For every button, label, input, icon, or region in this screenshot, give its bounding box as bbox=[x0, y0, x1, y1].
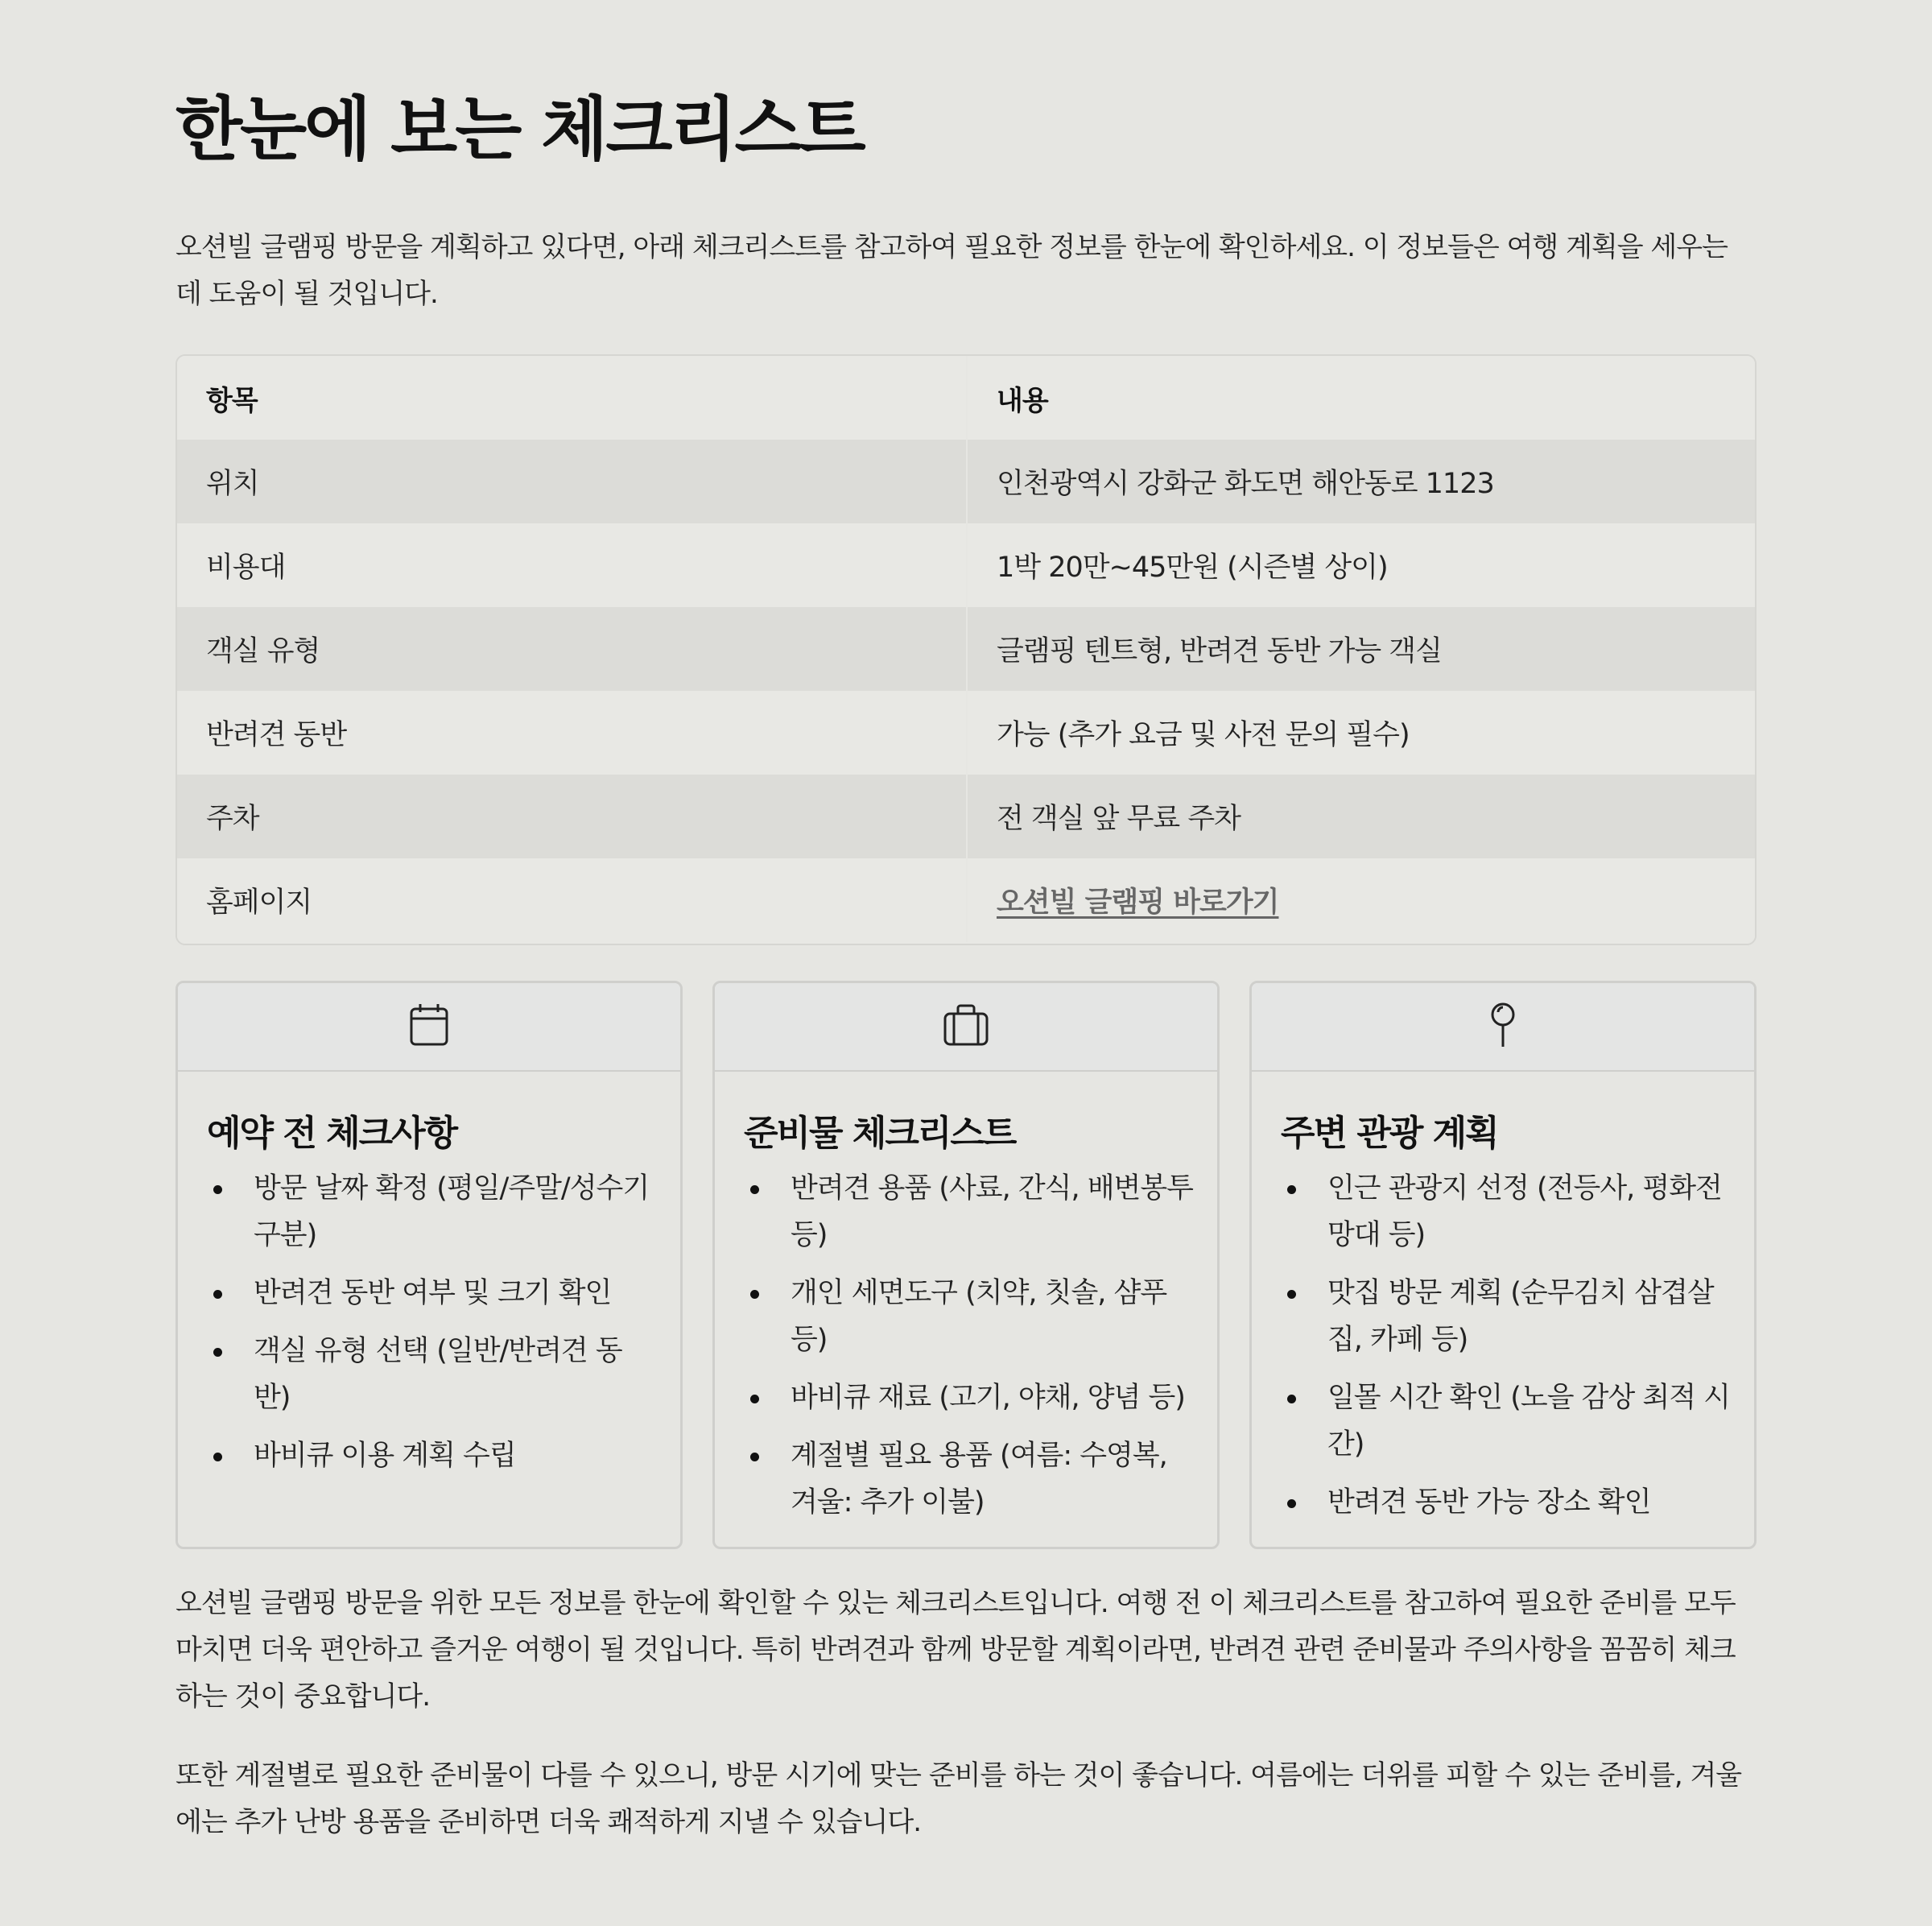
bullet bbox=[750, 1453, 759, 1461]
list-item-text: 계절별 필요 용품 (여름: 수영복, 겨울: 추가 이불) bbox=[791, 1440, 1167, 1519]
table-row bbox=[177, 858, 1755, 942]
row-value: 글램핑 텐트형, 반려견 동반 가능 객실 bbox=[966, 607, 1755, 691]
list-item bbox=[744, 1165, 1195, 1259]
card-list bbox=[1281, 1165, 1732, 1537]
row-value: 전 객실 앞 무료 주차 bbox=[966, 775, 1755, 858]
list-item bbox=[207, 1270, 658, 1316]
table-row bbox=[177, 775, 1755, 858]
card-sightseeing bbox=[1249, 981, 1757, 1549]
card-title: 준비물 체크리스트 bbox=[744, 1113, 1016, 1154]
list-item-text: 반려견 동반 여부 및 크기 확인 bbox=[254, 1277, 612, 1309]
table-row bbox=[177, 523, 1755, 607]
row-value: 1박 20만~45만원 (시즌별 상이) bbox=[966, 523, 1755, 607]
row-label: 주차 bbox=[206, 803, 259, 835]
bullet bbox=[1287, 1185, 1296, 1194]
list-item bbox=[1281, 1479, 1732, 1526]
list-item-text: 반려견 동반 가능 장소 확인 bbox=[1327, 1486, 1651, 1519]
card-list bbox=[207, 1165, 658, 1490]
summary-paragraph: 오션빌 글램핑 방문을 위한 모든 정보를 한눈에 확인할 수 있는 체크리스트입니다. 여행 전 이 체크리스트를 참고하여 필요한 준비를 모두 마치면 더욱 편안하고 즐거운 여행이 될 것입니다. 특히 반려견과 함께 방문할 계획이라면, 반려견 관련 준비물과 주의사항을 꼼꼼히 체크하는 것이 중요합니다. bbox=[175, 1587, 1736, 1713]
homepage-link[interactable]: 오션빌 글램핑 바로가기 bbox=[997, 887, 1279, 919]
list-item bbox=[1281, 1374, 1732, 1468]
list-item bbox=[744, 1270, 1195, 1363]
list-item-text: 객실 유형 선택 (일반/반려견 동반) bbox=[254, 1335, 622, 1414]
page-title: 한눈에 보는 체크리스트 bbox=[175, 89, 864, 170]
list-item-text: 바비큐 이용 계획 수립 bbox=[254, 1440, 516, 1472]
list-item bbox=[744, 1374, 1195, 1421]
intro-paragraph: 오션빌 글램핑 방문을 계획하고 있다면, 아래 체크리스트를 참고하여 필요한 정보를 한눈에 확인하세요. 이 정보들은 여행 계획을 세우는 데 도움이 될 것입니다. bbox=[175, 231, 1728, 310]
list-item bbox=[1281, 1165, 1732, 1259]
table-row bbox=[177, 691, 1755, 775]
luggage-icon bbox=[943, 1004, 989, 1049]
card-reservation bbox=[175, 981, 683, 1549]
seasonal-note-paragraph: 또한 계절별로 필요한 준비물이 다를 수 있으니, 방문 시기에 맞는 준비를 하는 것이 좋습니다. 여름에는 더위를 피할 수 있는 준비를, 겨울에는 추가 난방 용품을 준비하면 더욱 쾌적하게 지낼 수 있습니다. bbox=[175, 1759, 1742, 1838]
card-header bbox=[1252, 983, 1754, 1072]
bullet bbox=[1287, 1290, 1296, 1299]
row-label: 반려견 동반 bbox=[206, 719, 347, 751]
row-value: 인천광역시 강화군 화도면 해안동로 1123 bbox=[966, 440, 1755, 523]
list-item-text: 인근 관광지 선정 (전등사, 평화전망대 등) bbox=[1327, 1172, 1722, 1251]
list-item-text: 일몰 시간 확인 (노을 감상 최적 시간) bbox=[1327, 1382, 1730, 1461]
card-list bbox=[744, 1165, 1195, 1537]
row-label: 홈페이지 bbox=[206, 887, 312, 919]
list-item-text: 방문 날짜 확정 (평일/주말/성수기 구분) bbox=[254, 1172, 650, 1251]
row-label: 객실 유형 bbox=[206, 635, 320, 667]
info-table bbox=[175, 354, 1757, 945]
list-item bbox=[207, 1432, 658, 1479]
bullet bbox=[213, 1453, 222, 1461]
row-value: 가능 (추가 요금 및 사전 문의 필수) bbox=[966, 691, 1755, 775]
header-content: 내용 bbox=[966, 356, 1755, 440]
table-header-row bbox=[177, 356, 1755, 440]
list-item bbox=[744, 1432, 1195, 1526]
map-pin-icon bbox=[1488, 1002, 1517, 1052]
list-item-text: 맛집 방문 계획 (순무김치 삼겹살집, 카페 등) bbox=[1327, 1277, 1714, 1356]
card-header bbox=[715, 983, 1217, 1072]
list-item bbox=[1281, 1270, 1732, 1363]
list-item-text: 반려견 용품 (사료, 간식, 배변봉투 등) bbox=[791, 1172, 1193, 1251]
card-title: 주변 관광 계획 bbox=[1281, 1113, 1498, 1154]
row-label: 위치 bbox=[206, 468, 259, 500]
bullet bbox=[750, 1395, 759, 1403]
checklist-cards bbox=[175, 981, 1757, 1549]
list-item-text: 개인 세면도구 (치약, 칫솔, 샴푸 등) bbox=[791, 1277, 1167, 1356]
bullet bbox=[1287, 1499, 1296, 1508]
bullet bbox=[213, 1185, 222, 1194]
card-header bbox=[178, 983, 680, 1072]
bullet bbox=[213, 1348, 222, 1357]
table-row bbox=[177, 440, 1755, 523]
card-title: 예약 전 체크사항 bbox=[207, 1113, 457, 1154]
bullet bbox=[750, 1185, 759, 1194]
header-item: 항목 bbox=[206, 384, 258, 417]
bullet bbox=[213, 1290, 222, 1299]
list-item-text: 바비큐 재료 (고기, 야채, 양념 등) bbox=[791, 1382, 1185, 1414]
list-item bbox=[207, 1328, 658, 1421]
bullet bbox=[750, 1290, 759, 1299]
row-label: 비용대 bbox=[206, 552, 286, 584]
list-item bbox=[207, 1165, 658, 1259]
bullet bbox=[1287, 1395, 1296, 1403]
calendar-icon bbox=[408, 1002, 450, 1051]
row-value bbox=[966, 858, 1755, 942]
card-packing bbox=[712, 981, 1220, 1549]
table-row bbox=[177, 607, 1755, 691]
